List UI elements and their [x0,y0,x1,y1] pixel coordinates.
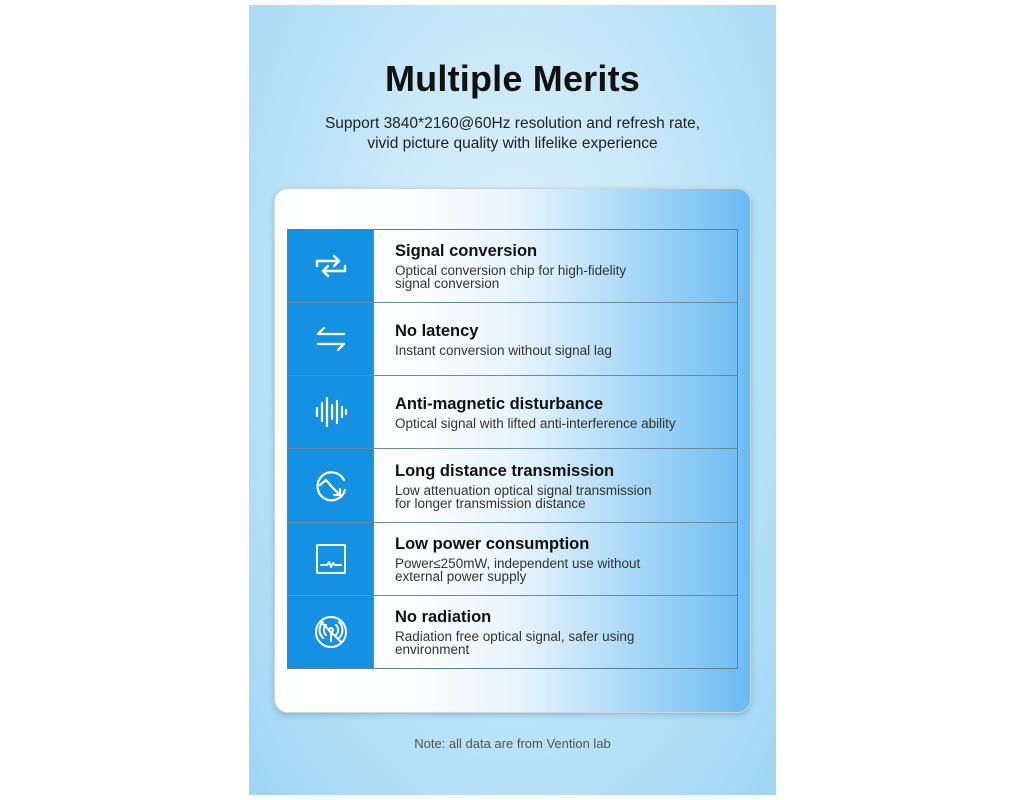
signal-conversion-icon [313,253,349,279]
feature-row-low-power [288,523,737,596]
feature-icon-cell [288,376,374,448]
feature-icon-cell [288,523,374,595]
feature-text [374,523,737,595]
feature-desc [395,344,737,357]
feature-title: Low power consumption [395,535,590,553]
feature-desc [395,557,737,583]
subtitle-line: vivid picture quality with lifelike experience [367,135,658,152]
sound-wave-icon [314,396,348,428]
feature-text [374,449,737,522]
feature-row-long-distance [288,449,737,523]
footer-note: Note: all data are from Vention lab [414,736,611,751]
feature-row-no-radiation [288,596,737,668]
feature-desc [395,484,737,510]
feature-desc-line: Power≤250mW, independent use without [395,556,641,571]
feature-title: Long distance transmission [395,461,615,480]
feature-desc [395,264,737,290]
feature-title: No latency [395,321,479,340]
feature-title: Anti-magnetic disturbance [395,394,604,413]
feature-desc-line: Optical conversion chip for high-fidelity [395,263,627,278]
subtitle-line: Support 3840*2160@60Hz resolution and refresh rate, [324,115,701,132]
feature-desc-line: for longer transmission distance [395,495,586,511]
feature-text [374,376,737,448]
feature-row-anti-magnetic [288,376,737,449]
feature-title: No radiation [395,608,492,626]
feature-desc-line: Low attenuation optical signal transmission [395,482,652,498]
feature-text [374,596,737,668]
page-subtitle [249,114,776,154]
feature-title: Signal conversion [395,242,538,260]
feature-row-no-latency [288,303,737,376]
feature-icon-cell [288,303,374,375]
feature-icon-cell [288,230,374,302]
feature-desc-line: Optical signal with lifted anti-interference ability [395,415,676,431]
feature-icon-cell [288,449,374,522]
no-latency-icon [314,326,348,352]
feature-row-signal-conversion [288,230,737,303]
low-power-icon [314,543,348,575]
page-title: Multiple Merits [384,58,641,99]
feature-text [374,303,737,375]
feature-desc [395,417,737,430]
feature-desc-line: external power supply [395,569,527,584]
no-radiation-icon [313,614,349,650]
feature-desc [395,630,737,656]
feature-desc-line: Radiation free optical signal, safer using [395,629,635,644]
feature-desc-line: Instant conversion without signal lag [395,342,612,358]
feature-desc-line: environment [395,642,470,657]
feature-desc-line: signal conversion [395,276,500,291]
long-distance-icon [313,468,349,504]
features-table [287,229,738,669]
feature-text [374,230,737,302]
feature-icon-cell [288,596,374,668]
